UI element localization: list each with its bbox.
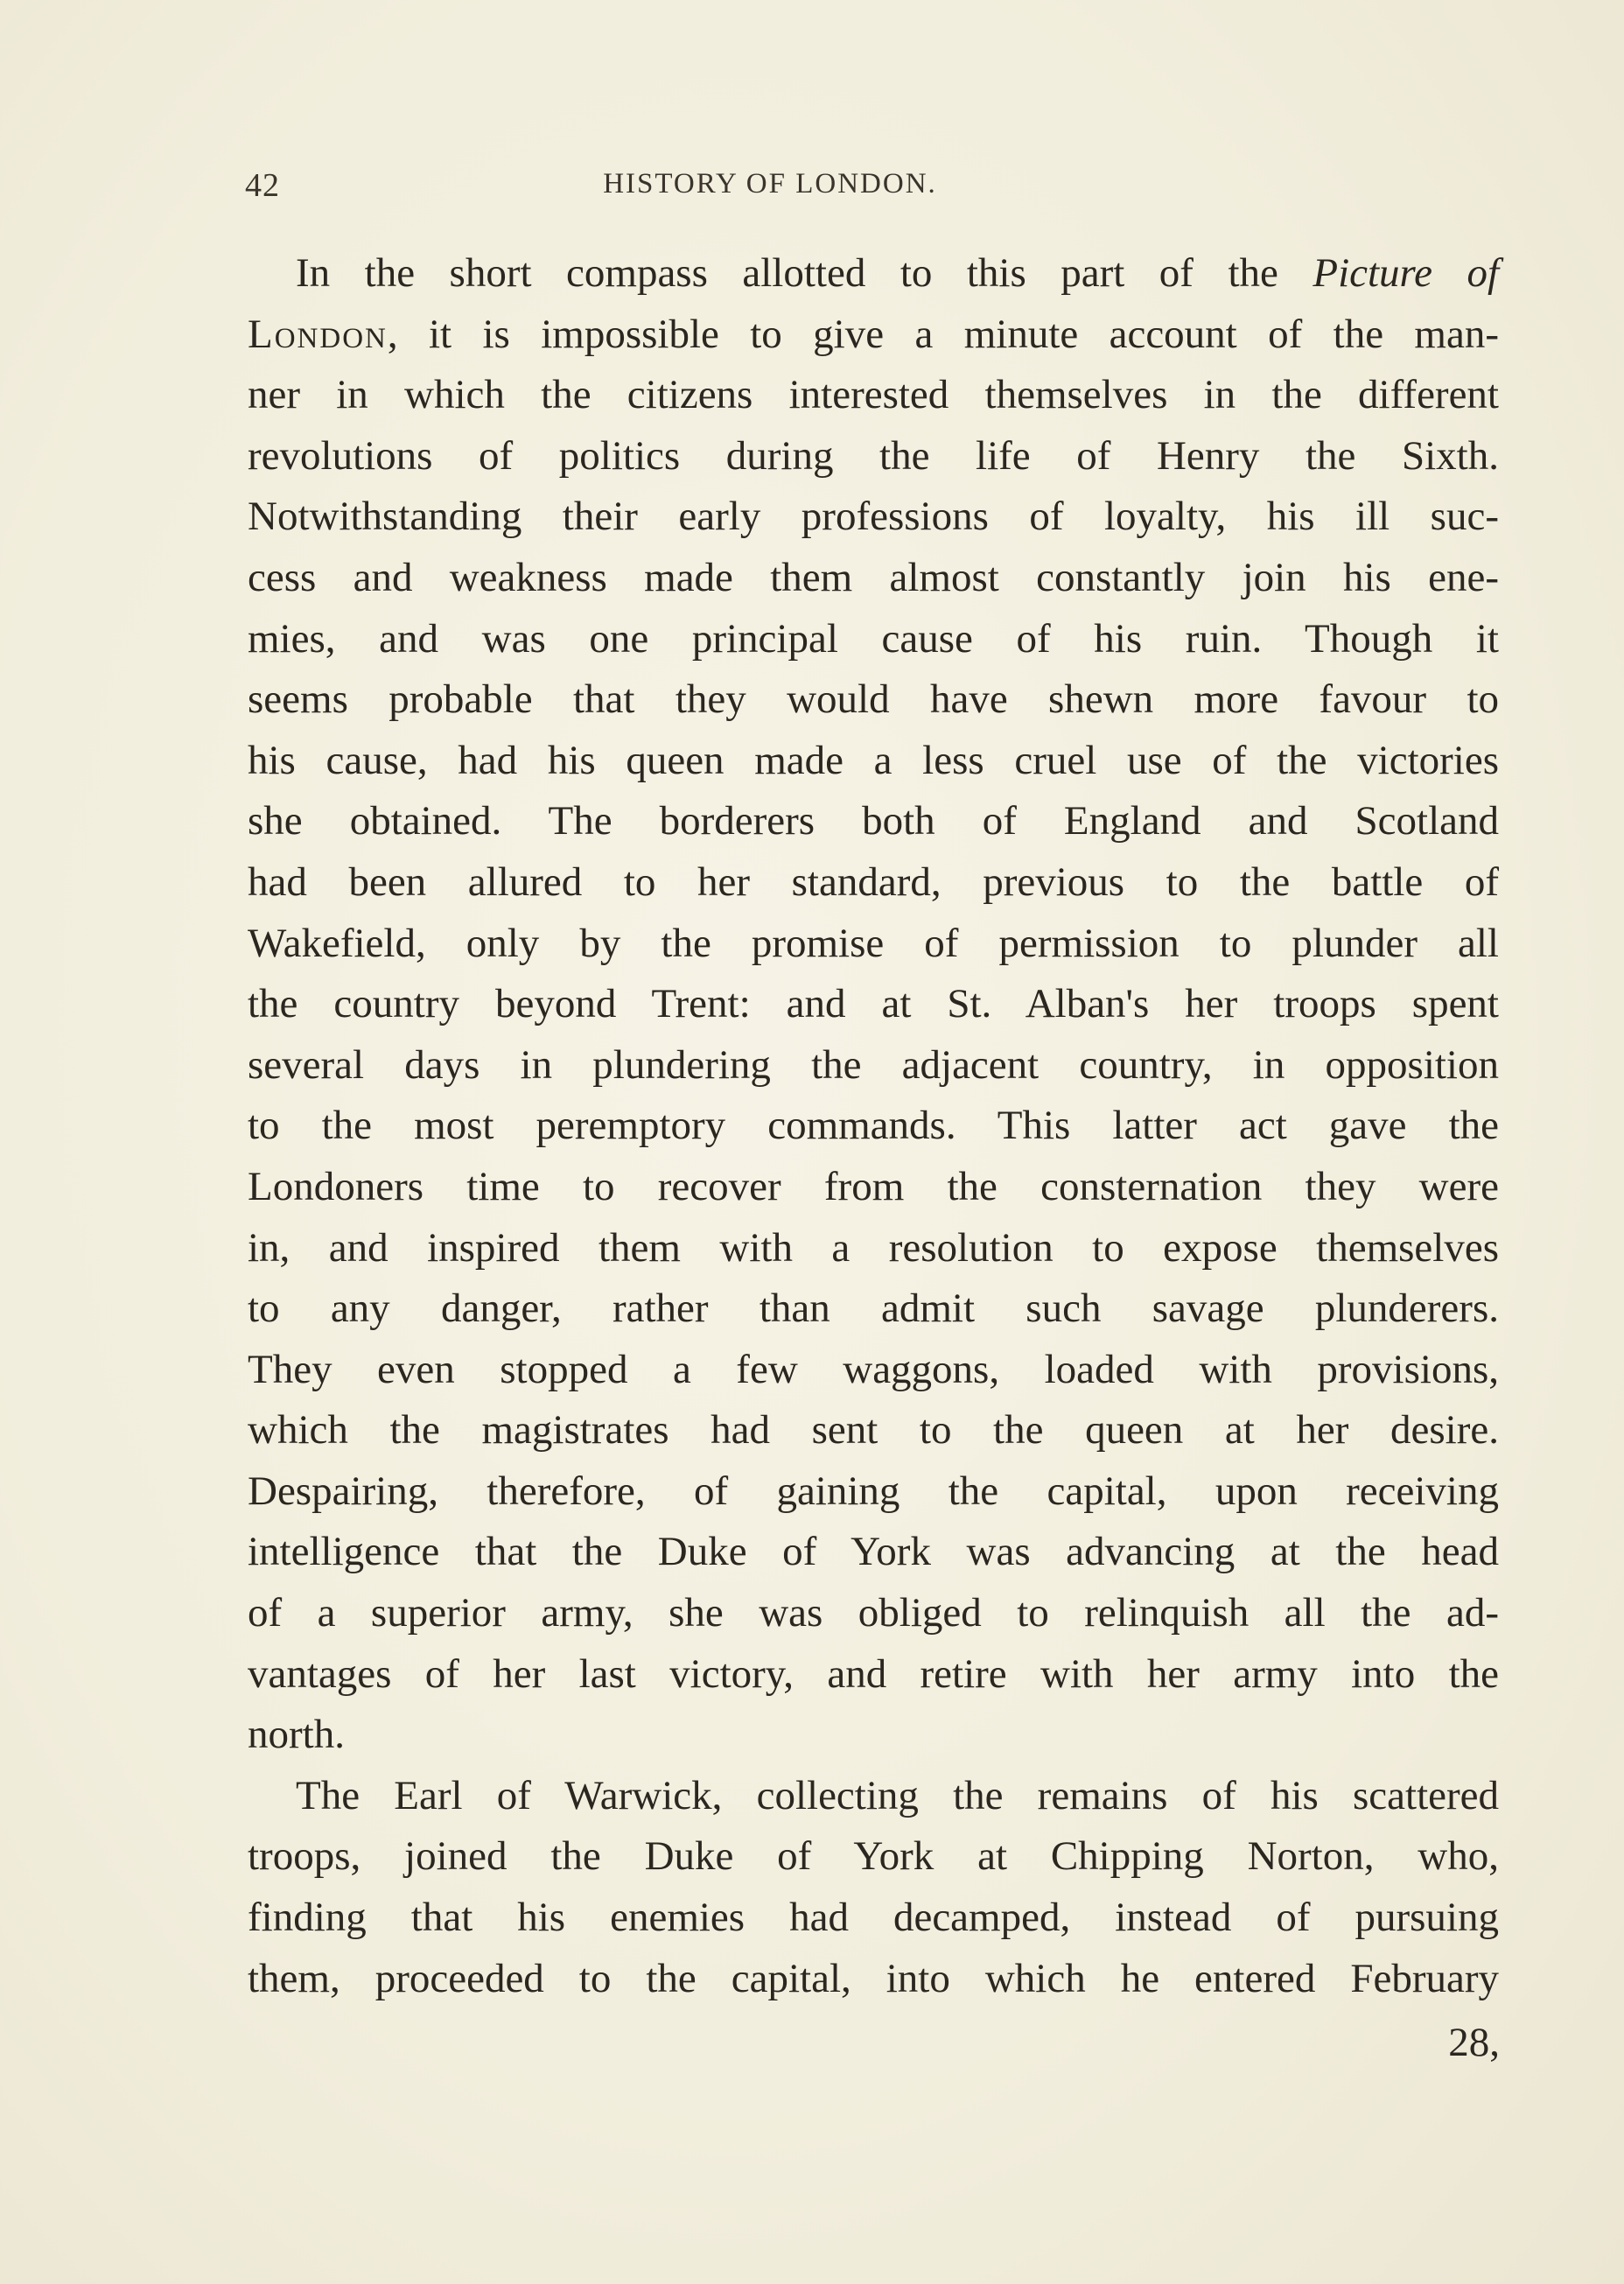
text-line: them, proceeded to the capital, into which he entered February [248,1955,1499,2001]
text-line: the country beyond Trent: and at St. Alban's her troops spent [248,981,1499,1027]
text-line: Notwithstanding their early professions of loyalty, his ill suc- [248,494,1499,540]
text-line: several days in plundering the adjacent country, in opposition [248,1041,1499,1088]
text-line: troops, joined the Duke of York at Chipping Norton, who, [248,1833,1499,1880]
page-header [245,166,1505,208]
text-line: In the short compass allotted to this part of the Picture of [296,250,1499,296]
text-line: north. [248,1712,345,1758]
body-text [248,243,1499,2009]
text-line: to any danger, rather than admit such savage plunderers. [248,1286,1499,1332]
text-line: London, it is impossible to give a minute account of the man- [248,311,1499,357]
paragraph-2 [248,1766,1499,2009]
text-line: Londoners time to recover from the consternation they were [248,1163,1499,1209]
text-line: ner in which the citizens interested themselves in the different [248,372,1499,418]
text-line: to the most peremptory commands. This latter act gave the [248,1103,1499,1149]
text-line: The Earl of Warwick, collecting the remains of his scattered [296,1772,1499,1818]
text-line: in, and inspired them with a resolution to expose themselves [248,1224,1499,1271]
text-line: Wakefield, only by the promise of permission to plunder all [248,920,1499,966]
catchword: 28, [1448,2020,1500,2065]
text-line: vantages of her last victory, and retire with her army into the [248,1650,1499,1697]
text-line: revolutions of politics during the life of Henry the Sixth. [248,432,1499,479]
text-line: finding that his enemies had decamped, instead of pursuing [248,1895,1499,1941]
page-number: 42 [245,167,280,204]
paragraph-1 [248,243,1499,1766]
text-line: They even stopped a few waggons, loaded with provisions, [248,1346,1499,1392]
text-line: Despairing, therefore, of gaining the capital, upon receiving [248,1468,1499,1514]
text-line: which the magistrates had sent to the queen at her desire. [248,1407,1499,1454]
italic-title: Picture of [1312,250,1499,296]
running-head: HISTORY OF LONDON. [603,168,937,200]
text-line: mies, and was one principal cause of his ruin. Though it [248,615,1499,662]
text-line: cess and weakness made them almost constantly join his ene- [248,554,1499,600]
small-caps-word: London [248,311,388,357]
text-line: intelligence that the Duke of York was advancing at the head [248,1529,1499,1575]
text-line: had been allured to her standard, previous to the battle of [248,858,1499,905]
text-line: his cause, had his queen made a less cruel use of the victories [248,737,1499,783]
text-line: seems probable that they would have shewn more favour to [248,676,1499,723]
text-line: she obtained. The borderers both of England and Scotland [248,798,1499,844]
text-line: of a superior army, she was obliged to relinquish all the ad- [248,1590,1499,1636]
